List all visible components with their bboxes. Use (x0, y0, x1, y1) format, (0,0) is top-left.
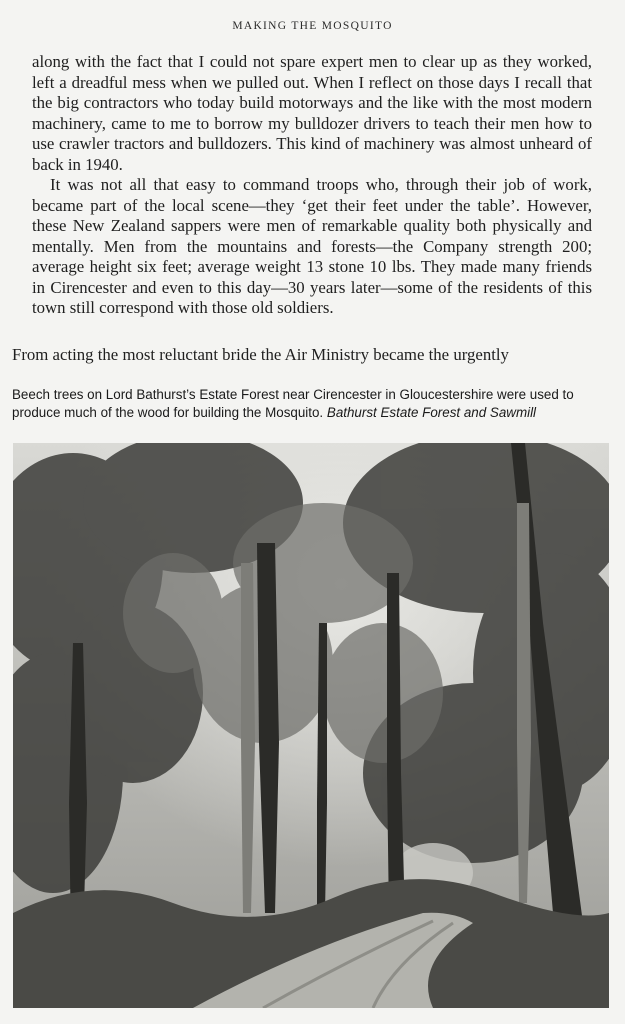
forest-photo (13, 443, 609, 1008)
forest-photo-illustration (13, 443, 609, 1008)
paragraph-2: It was not all that easy to command troops who, through their job of work, became part of the local scene—they ‘get their feet under the table’. However, these New Zealand sappers were men of remarkable quality both physically and mentally. Men from the mountains and forests—the Company strength 200; average height six feet; average weight 13 stone 10 lbs. They made many friends in Cirencester and even to this day—30 years later—some of the residents of this town still correspond with those old soldiers. (32, 175, 592, 317)
caption-text: Beech trees on Lord Bathurst’s Estate Forest near Cirencester in Gloucestershire were used to produce much of the wood for building the Mosquito. (12, 387, 574, 420)
running-head: MAKING THE MOSQUITO (232, 20, 393, 32)
figure-caption (12, 386, 612, 421)
body-text (32, 52, 592, 319)
paragraph-1: along with the fact that I could not spare expert men to clear up as they worked, left a dreadful mess when we pulled out. When I reflect on those days I recall that the big contractors who today build motorways and the like with the most modern machinery, came to me to borrow my bulldozer drivers to teach their men how to use crawler tractors and bulldozers. This kind of machinery was almost unheard of back in 1940. (32, 52, 592, 174)
photo-credit: Bathurst Estate Forest and Sawmill (326, 404, 537, 420)
continuation-line: From acting the most reluctant bride the Air Ministry became the urgently (12, 345, 509, 364)
